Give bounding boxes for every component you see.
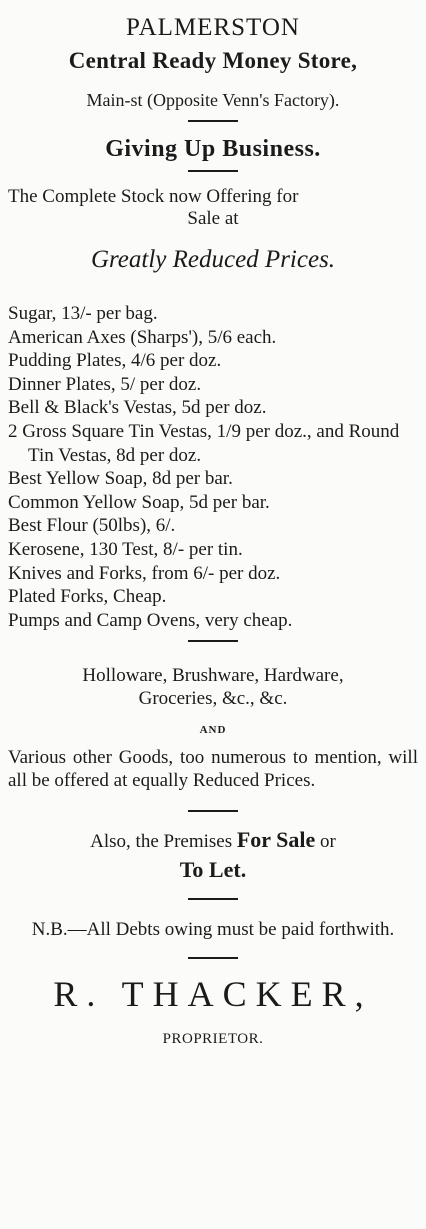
goods-categories	[8, 664, 418, 710]
premises-prefix: Also, the Premises	[90, 831, 233, 853]
or-text: or	[320, 831, 336, 853]
store-name: Central Ready Money Store,	[68, 48, 358, 73]
divider	[188, 957, 238, 959]
premises-notice	[8, 826, 418, 886]
list-item: Knives and Forks, from 6/- per doz.	[8, 562, 281, 584]
proprietor-title: PROPRIETOR.	[162, 1031, 264, 1048]
list-item: Pumps and Camp Ovens, very cheap.	[8, 609, 293, 631]
list-item: Kerosene, 130 Test, 8/- per tin.	[8, 538, 243, 560]
list-item: Sugar, 13/- per bag.	[8, 303, 158, 324]
list-item: Bell & Black's Vestas, 5d per doz.	[8, 397, 267, 419]
divider	[188, 170, 238, 172]
to-let-text: To Let.	[179, 857, 247, 883]
list-item: 2 Gross Square Tin Vestas, 1/9 per doz., and Round Tin Vestas, 8d per doz.	[8, 420, 400, 466]
list-item: Dinner Plates, 5/ per doz.	[8, 373, 202, 395]
list-item: Best Flour (50lbs), 6/.	[8, 515, 176, 537]
prices-heading: Greatly Reduced Prices.	[90, 246, 336, 273]
divider	[188, 640, 238, 642]
list-item: Common Yellow Soap, 5d per bar.	[8, 491, 270, 513]
proprietor-signature: R. THACKER,	[53, 974, 373, 1015]
intro-text	[8, 186, 418, 230]
categories-line-2: Groceries, &c., &c.	[138, 688, 288, 710]
categories-line-1: Holloware, Brushware, Hardware,	[82, 665, 344, 687]
and-separator: AND	[199, 724, 227, 737]
for-sale-text: For Sale	[236, 827, 316, 853]
list-item: American Axes (Sharps'), 5/6 each.	[8, 326, 277, 348]
intro-line-2: Sale at	[187, 208, 239, 229]
price-list	[8, 302, 418, 632]
divider	[188, 810, 238, 812]
town-heading: PALMERSTON	[126, 14, 300, 41]
store-address: Main-st (Opposite Venn's Factory).	[86, 90, 340, 110]
list-item: Pudding Plates, 4/6 per doz.	[8, 350, 222, 372]
list-item: Best Yellow Soap, 8d per bar.	[8, 468, 233, 490]
headline: Giving Up Business.	[105, 136, 321, 162]
divider	[188, 120, 238, 122]
intro-line-1: The Complete Stock now Offering for	[8, 186, 299, 207]
divider	[188, 898, 238, 900]
various-goods-text: Various other Goods, too numerous to mention, will all be offered at equally Reduced Prices.	[8, 747, 418, 792]
debts-notice: N.B.—All Debts owing must be paid forthwith.	[31, 919, 395, 941]
list-item: Plated Forks, Cheap.	[8, 586, 167, 608]
